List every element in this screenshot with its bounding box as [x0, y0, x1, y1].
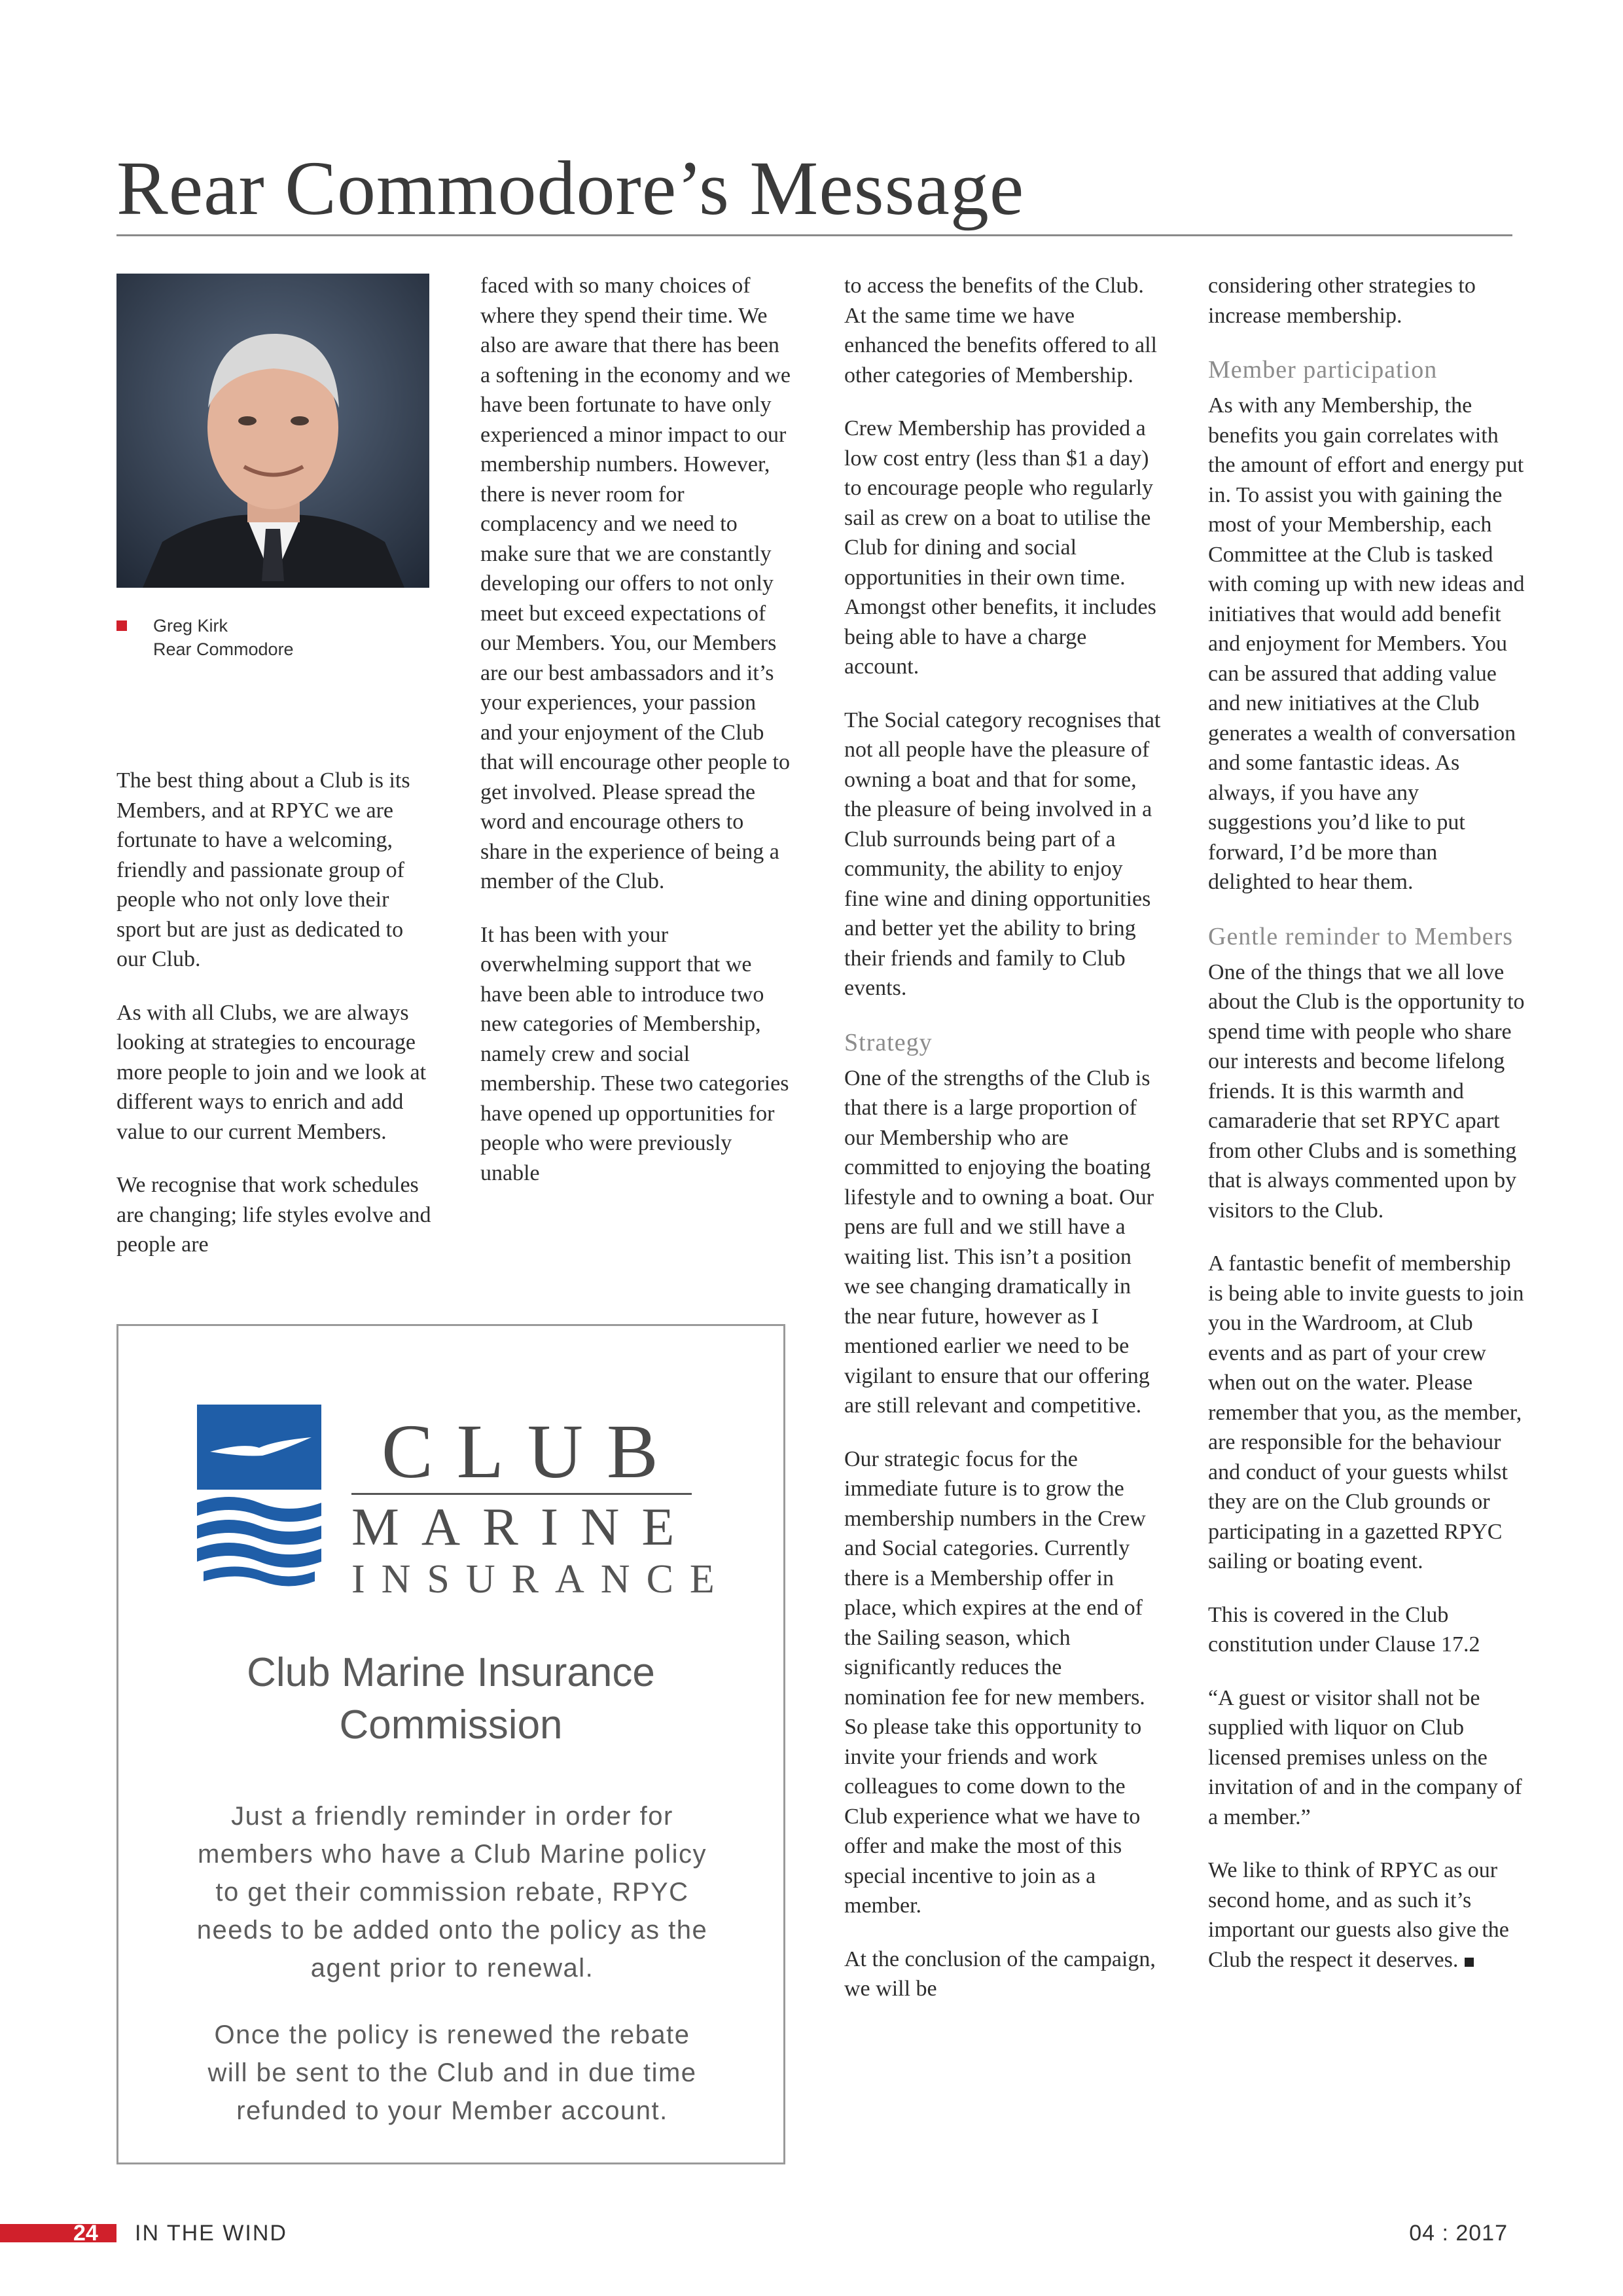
- issue-number: 04 : 2017: [1409, 2221, 1508, 2246]
- article-paragraph: As with all Clubs, we are always looking at strategies to encourage more people to join and we look at different ways to enrich and add value to our current Members.: [116, 1000, 427, 1144]
- end-mark-square: [1465, 1958, 1474, 1967]
- ad-paragraph: Just a friendly reminder in order for members who have a Club Marine policy to get their commission rebate, RPYC needs to be added onto the policy as the agent prior to renewal.: [196, 1802, 708, 1982]
- article-paragraph: considering other strategies to increase membership.: [1208, 274, 1476, 328]
- article-paragraph: This is covered in the Club constitution under Clause 17.2: [1208, 1602, 1480, 1657]
- article-paragraph: A fantastic benefit of membership is being able to invite guests to join you in the Wardroom, at Club events and as part of your crew when out on the water. Please remember that you, as the member, are responsible for the behaviour and conduct of your guests whilst they are on the Club grounds or participating in a gazetted RPYC sailing or boating event.: [1208, 1251, 1524, 1573]
- ad-title: [118, 1647, 783, 1751]
- article-paragraph: One of the things that we all love about the Club is the opportunity to spend time with people who share our interests and become lifelong friends. It is this warmth and camaraderie that set RPYC apart from other Clubs and is something that is always commented upon by visitors to the Club.: [1208, 960, 1525, 1223]
- article-column-3: [844, 271, 1161, 2028]
- article-paragraph: to access the benefits of the Club. At the same time we have enhanced the benefits offered to all other categories of Membership.: [844, 274, 1157, 387]
- article-column-4: [1208, 271, 1525, 1975]
- club-marine-logo-icon: [197, 1405, 321, 1591]
- portrait-photo: [116, 274, 429, 588]
- article-paragraph: One of the strengths of the Club is that there is a large proportion of our Membership who are committed to enjoying the boating lifestyle and to owning a boat. Our pens are full and we still have a waiting list. This isn’t a position we see changing dramatically in the near future, however as I mentioned earlier we need to be vigilant to ensure that our offering are still relevant and competitive.: [844, 1066, 1154, 1418]
- article-paragraph: [1208, 1856, 1525, 1975]
- caption-name: Greg Kirk: [153, 616, 228, 636]
- closing-paragraph-text: We like to think of RPYC as our second home, and as such it’s important our guests also give the Club the respect it deserves.: [1208, 1858, 1509, 1972]
- footer-accent-bar: [0, 2224, 116, 2242]
- caption-role: Rear Commodore: [153, 639, 294, 659]
- article-paragraph: The best thing about a Club is its Members, and at RPYC we are fortunate to have a welcoming, friendly and passionate group of people who not only love their sport but are just as dedicated to our Club.: [116, 768, 410, 971]
- article-paragraph: Crew Membership has provided a low cost entry (less than $1 a day) to encourage people who regularly sail as crew on a boat to utilise the Club for dining and social opportunities in their own time. Amongst other benefits, it includes being able to have a charge account.: [844, 416, 1156, 679]
- article-paragraph: The Social category recognises that not all people have the pleasure of owning a boat and that for some, the pleasure of being involved in a Club surrounds being part of a community, the ability to enjoy fine wine and dining opportunities and better yet the ability to bring their friends and family to Club events.: [844, 708, 1161, 1000]
- brand-line-marine: MARINE: [351, 1497, 697, 1556]
- page-title: Rear Commodore’s Message: [116, 145, 1025, 231]
- article-paragraph: At the conclusion of the campaign, we will be: [844, 1946, 1156, 2001]
- brand-line-club: CLUB: [382, 1408, 682, 1494]
- ad-paragraph: Once the policy is renewed the rebate will be sent to the Club and in due time refunded to your Member account.: [207, 2020, 697, 2125]
- brand-divider: [351, 1493, 692, 1495]
- section-heading-member-participation: Member participation: [1208, 356, 1438, 384]
- caption-bullet-square: [116, 620, 127, 631]
- ad-body: [190, 1797, 714, 2159]
- title-divider: [116, 234, 1512, 236]
- club-marine-ad: [116, 1324, 785, 2164]
- brand-line-insurance: INSURANCE: [351, 1557, 731, 1602]
- article-paragraph: As with any Membership, the benefits you gain correlates with the amount of effort and energy put in. To assist you with gaining the most of your Membership, each Committee at the Club is tasked with coming up with new ideas and initiatives that would add benefit and enjoyment for Members. You can be assured that adding value and new initiatives at the Club generates a wealth of conversation and some fantastic ideas. As always, if you have any suggestions you’d like to put forward, I’d be more than delighted to hear them.: [1208, 393, 1525, 894]
- page-number: 24: [73, 2221, 98, 2246]
- article-paragraph: We recognise that work schedules are changing; life styles evolve and people are: [116, 1173, 431, 1257]
- article-column-1: [116, 766, 435, 1283]
- article-paragraph: “A guest or visitor shall not be supplied with liquor on Club licensed premises unless on the invitation of and in the company of a member.”: [1208, 1685, 1522, 1829]
- article-paragraph: faced with so many choices of where they spend their time. We also are aware that there has been a softening in the economy and we have been fortunate to have only experienced a minor impact to our membership numbers. However, there is never room for complacency and we need to make sure that we are constantly developing our offers to not only meet but exceed expectations of our Members. You, our Members are our best ambassadors and it’s your experiences, your passion and your enjoyment of the Club that will encourage other people to get involved. Please spread the word and encourage others to share in the experience of being a member of the Club.: [480, 274, 791, 893]
- article-paragraph: Our strategic focus for the immediate future is to grow the membership numbers in the Crew and Social categories. Currently there is a Membership offer in place, which expires at the end of the Sailing season, which significantly reduces the nomination fee for new members. So please take this opportunity to invite your friends and work colleagues to come down to the Club experience what we have to offer and make the most of this special incentive to join as a member.: [844, 1446, 1146, 1918]
- section-heading-gentle-reminder: Gentle reminder to Members: [1208, 922, 1514, 950]
- article-paragraph: It has been with your overwhelming support that we have been able to introduce two new categories of Membership, namely crew and social membership. These two categories have opened up opportunities for people who were previously unable: [480, 922, 789, 1185]
- magazine-name: IN THE WIND: [135, 2221, 287, 2246]
- section-heading-strategy: Strategy: [844, 1028, 933, 1056]
- photo-caption: [116, 614, 294, 661]
- ad-title-text: Club Marine Insurance Commission: [247, 1650, 655, 1748]
- article-column-2: [480, 271, 791, 1211]
